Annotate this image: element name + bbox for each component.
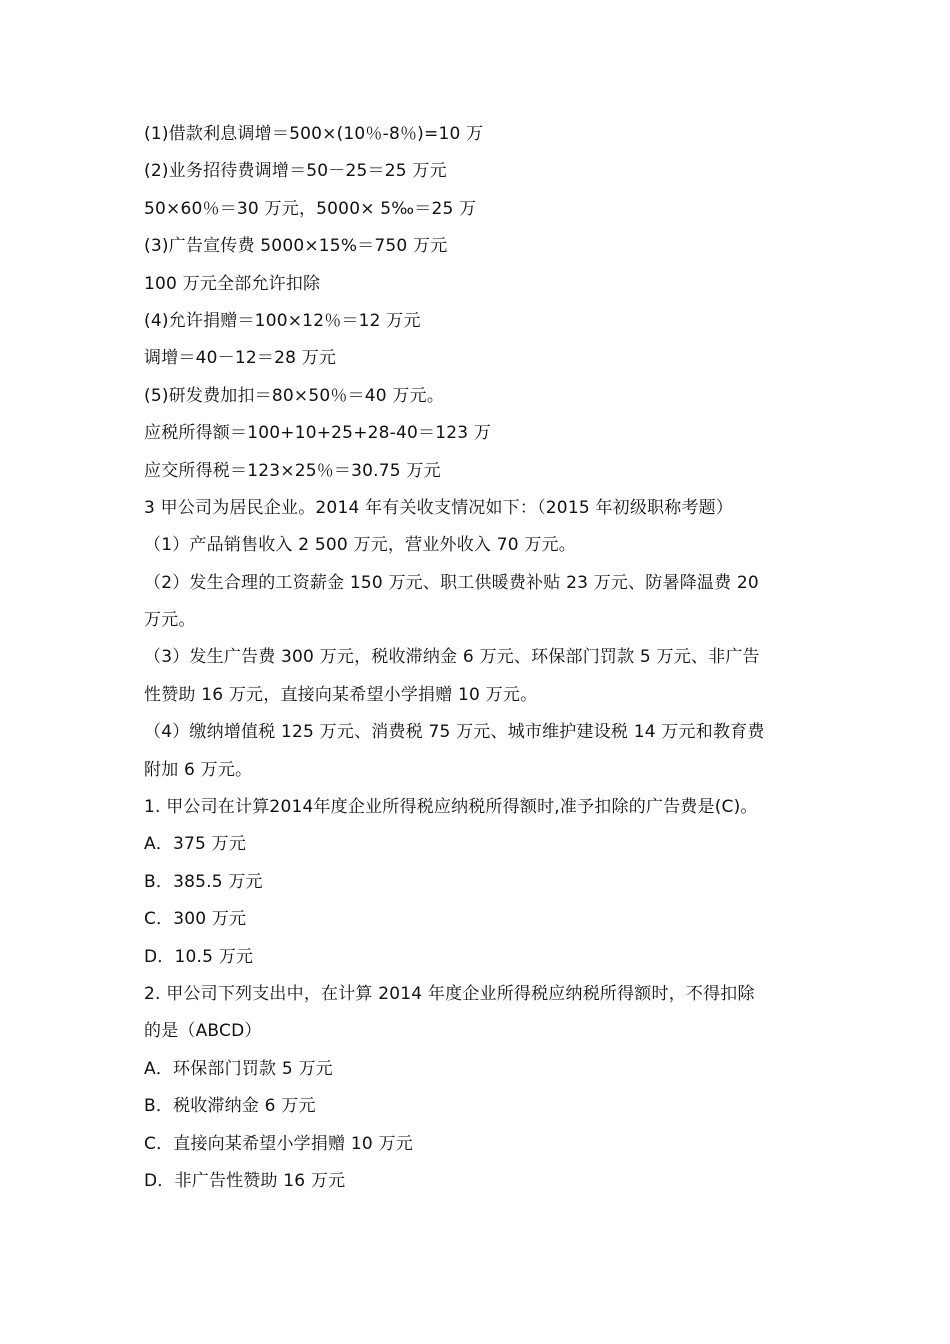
sub-question-2: 2. 甲公司下列支出中，在计算 2014 年度企业所得税应纳税所得额时，不得扣除	[144, 983, 755, 1004]
option-1b: B．385.5 万元	[144, 871, 263, 892]
condition-3-cont: 性赞助 16 万元，直接向某希望小学捐赠 10 万元。	[144, 684, 538, 705]
calc-line-donation: (4)允许捐赠＝100×12％＝12 万元	[144, 310, 421, 331]
calc-line-taxable-income: 应税所得额＝100+10+25+28-40＝123 万	[144, 423, 492, 444]
condition-2-cont: 万元。	[144, 610, 196, 631]
option-1d: D．10.5 万元	[144, 946, 254, 967]
option-2b: B．税收滞纳金 6 万元	[144, 1096, 316, 1117]
sub-question-1: 1. 甲公司在计算2014年度企业所得税应纳税所得额时,准予扣除的广告费是(C)。	[144, 797, 758, 818]
calc-line-interest: (1)借款利息调增＝500×(10％-8％)=10 万	[144, 124, 484, 144]
option-2d: D．非广告性赞助 16 万元	[144, 1170, 346, 1191]
sub-question-2-cont: 的是（ABCD）	[144, 1021, 262, 1042]
calc-line-income-tax: 应交所得税＝123×25％＝30.75 万元	[144, 460, 441, 481]
calc-line-advertising-note: 100 万元全部允许扣除	[144, 273, 321, 294]
condition-1: （1）产品销售收入 2 500 万元，营业外收入 70 万元。	[144, 535, 576, 556]
option-2a: A．环保部门罚款 5 万元	[144, 1058, 333, 1079]
condition-4: （4）缴纳增值税 125 万元、消费税 75 万元、城市维护建设税 14 万元和教育费	[144, 722, 765, 743]
condition-4-cont: 附加 6 万元。	[144, 759, 253, 780]
calc-line-donation-adjust: 调增＝40－12＝28 万元	[144, 348, 337, 369]
calc-line-rnd: (5)研发费加扣＝80×50％＝40 万元。	[144, 385, 445, 406]
document-body	[144, 116, 834, 1200]
question-3-intro: 3 甲公司为居民企业。2014 年有关收支情况如下：（2015 年初级职称考题）	[144, 497, 734, 518]
condition-2: （2）发生合理的工资薪金 150 万元、职工供暖费补贴 23 万元、防暑降温费 20	[144, 572, 759, 593]
calc-line-advertising: (3)广告宣传费 5000×15%＝750 万元	[144, 236, 448, 257]
option-2c: C．直接向某希望小学捐赠 10 万元	[144, 1133, 413, 1154]
calc-line-entertainment-limit: 50×60％＝30 万元，5000× 5‰＝25 万	[144, 198, 477, 219]
option-1c: C．300 万元	[144, 909, 247, 930]
calc-line-entertainment: (2)业务招待费调增＝50－25＝25 万元	[144, 161, 447, 182]
condition-3: （3）发生广告费 300 万元，税收滞纳金 6 万元、环保部门罚款 5 万元、非广告	[144, 647, 760, 668]
option-1a: A．375 万元	[144, 834, 247, 855]
